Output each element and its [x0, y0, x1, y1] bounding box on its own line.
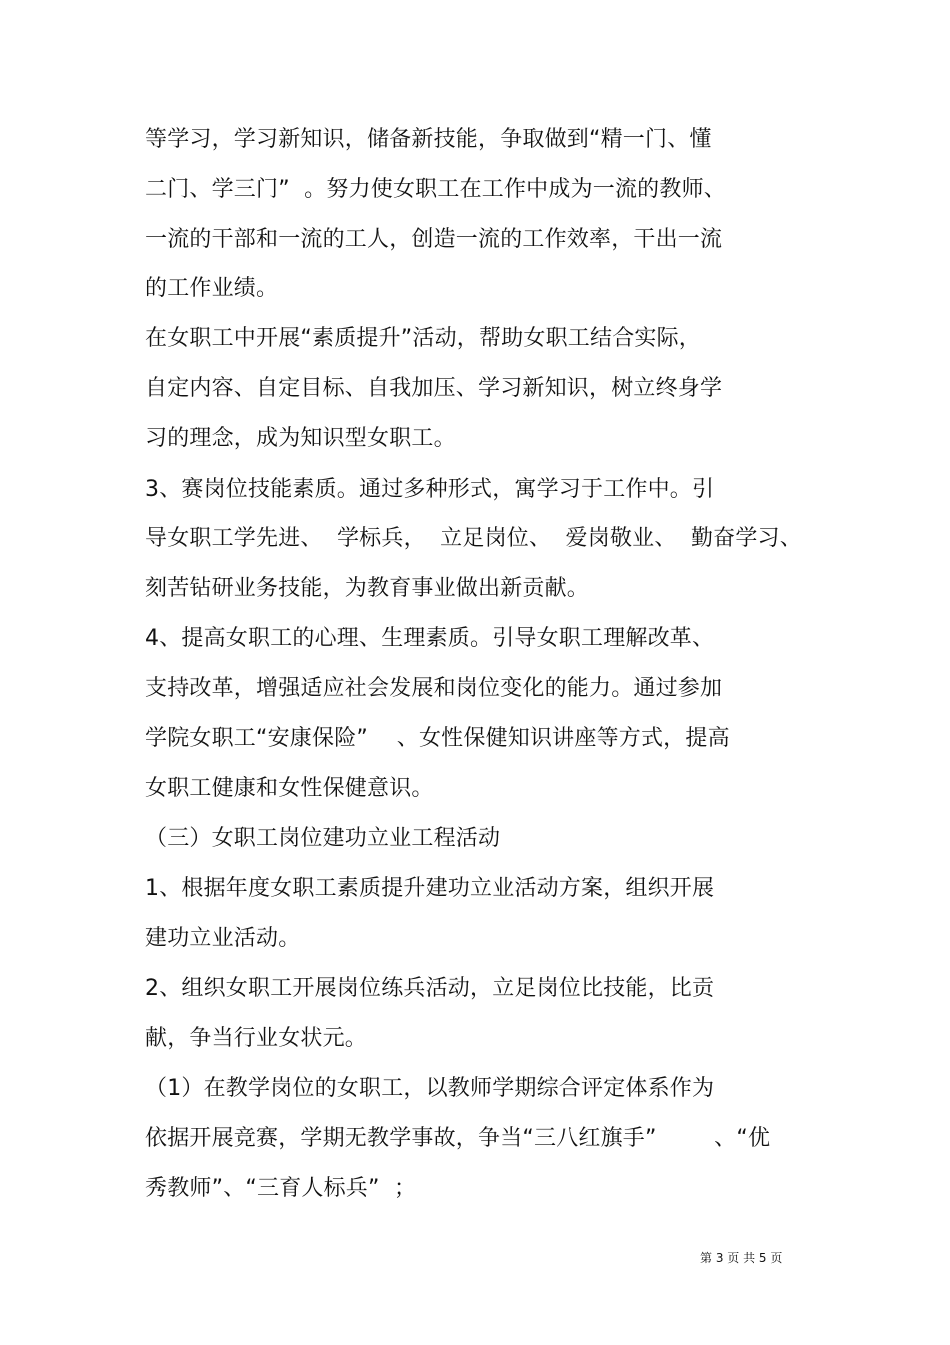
paragraph-line: 献，争当行业女状元。: [145, 1026, 368, 1051]
paragraph-line: 3、赛岗位技能素质。通过多种形式，寓学习于工作中。引: [145, 477, 715, 502]
paragraph-line: （1）在教学岗位的女职工，以教师学期综合评定体系作为: [145, 1076, 715, 1101]
paragraph-line: 在女职工中开展“素质提升”活动，帮助女职工结合实际，: [145, 326, 701, 351]
paragraph-line: 支持改革，增强适应社会发展和岗位变化的能力。通过参加: [145, 676, 723, 701]
paragraph-line: 女职工健康和女性保健意识。: [145, 776, 434, 801]
paragraph-line: 2、组织女职工开展岗位练兵活动，立足岗位比技能，比贡: [145, 976, 715, 1001]
paragraph-line: 导女职工学先进、 学标兵， 立足岗位、 爱岗敬业、 勤奋学习、: [145, 526, 802, 551]
section-heading: （三）女职工岗位建功立业工程活动: [145, 826, 501, 851]
paragraph-line: 1、根据年度女职工素质提升建功立业活动方案，组织开展: [145, 876, 715, 901]
paragraph-line: 秀教师”、“三育人标兵” ；: [145, 1176, 417, 1201]
paragraph-line: 一流的干部和一流的工人，创造一流的工作效率，干出一流: [145, 227, 723, 252]
paragraph-line: 二门、学三门” 。努力使女职工在工作中成为一流的教师、: [145, 177, 726, 202]
paragraph-line: 习的理念，成为知识型女职工。: [145, 426, 456, 451]
paragraph-line: 4、提高女职工的心理、生理素质。引导女职工理解改革、: [145, 626, 715, 651]
paragraph-line: 等学习，学习新知识，储备新技能，争取做到“精一门、懂: [145, 127, 712, 152]
paragraph-line: 刻苦钻研业务技能，为教育事业做出新贡献。: [145, 576, 590, 601]
paragraph-line: 的工作业绩。: [145, 276, 279, 301]
paragraph-line: 依据开展竞赛，学期无教学事故，争当“三八红旗手” 、“优: [145, 1126, 771, 1151]
page-number: 第 3 页 共 5 页: [700, 1251, 783, 1265]
paragraph-line: 建功立业活动。: [145, 926, 301, 951]
paragraph-line: 学院女职工“安康保险” 、女性保健知识讲座等方式，提高: [145, 726, 730, 751]
paragraph-line: 自定内容、自定目标、自我加压、学习新知识，树立终身学: [145, 376, 723, 401]
